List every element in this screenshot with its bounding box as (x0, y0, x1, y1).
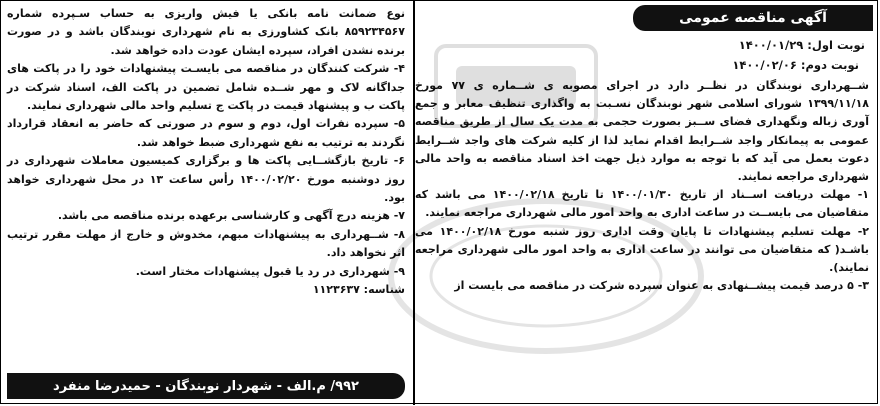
notice-dates (411, 35, 865, 75)
notice-item-5: ۵- سپرده نفرات اول، دوم و سوم در صورتی که حاضر به انعقاد قرارداد نگردند به ترتیب به نفع شهرداری ضبط خواهد شد. (7, 117, 405, 149)
notice-footer: ۹۹۲/ م.الف - شهردار نوبندگان - حمیدرضا منفرد (7, 373, 405, 399)
notice-item-4: ۴- شرکت کنندگان در مناقصه می بایسـت پیشنهادات خود را در پاکت های جداگانه لاک و مهر شــده شامل تضمین در پاکت الف، اسناد شرکت در پاکت ب و پیشنهاد قیمت در پاکت ج تسلیم واحد مالی شهرداری نمایند. (7, 62, 405, 113)
notice-item-9: ۹- شهرداری در رد یا قبول پیشنهادات مختار است. (135, 264, 405, 278)
notice-identifier: شناسه: ۱۱۲۳۶۳۷ (312, 283, 405, 297)
notice-left-body (7, 5, 405, 300)
notice-item-6: ۶- تاریخ بازگشــایی پاکت ها و برگزاری کمیسیون معاملات شهرداری در روز دوشنبه مورخ ۱۴۰۰/۰۲/۲۰ رأس ساعت ۱۳ در محل شهرداری خواهد بود. (7, 154, 405, 205)
notice-item-3: ۳- ۵ درصد قیمت پیشــنهادی به عنوان سپرده شرکت در مناقصه می بایست از (454, 279, 869, 293)
notice-item-1: ۱- مهلت دریافت اســناد از تاریخ ۱۴۰۰/۰۱/۳۰ تا تاریخ ۱۴۰۰/۰۲/۱۸ می باشد که متقاضیان می بایســت در ساعت اداری به واحد امور مالی شهرداری مراجعه نمایند. (415, 188, 869, 220)
second-round-date: نوبت دوم: ۱۴۰۰/۰۲/۰۶ (732, 58, 859, 72)
notice-body (415, 77, 869, 295)
notice-intro: شــهرداری نوبندگان در نظــر دارد در اجرای مصوبه ی شــماره ی ۷۷ مورخ ۱۳۹۹/۱۱/۱۸ شورای اسلامی شهر نوبندگان نسـبت به واگذاری تنظیف معابر و جمع آوری زباله ونگهداری فضای ســبز بصورت حجمی به مدت یک سال از طریق مناقصه عمومی به پیمانکار واجد شــرایط اقدام نماید لذا از کلیه شرکت های واجد شــرایط دعوت بعمل می آید که با توجه به موارد ذیل جهت اخذ اسناد مناقصه به واحد مالی شهرداری مراجعه نمایند. (415, 79, 869, 184)
notice-left-column (1, 1, 411, 405)
first-round-date: نوبت اول: ۱۴۰۰/۰۱/۲۹ (738, 38, 865, 52)
guarantee-text: نوع ضمانت نامه بانکی یا فیش واریزی به حساب سـپرده شماره ۸۵۹۲۳۴۵۶۷ بانک کشاورزی به نام شهرداری نوبندگان باشد و در صورت برنده نشدن افراد، سپرده ایشان عودت داده خواهد شد. (7, 7, 405, 57)
notice-item-2: ۲- مهلت تسلیم پیشنهادات تا پایان وقت اداری روز شنبه مورخ ۱۴۰۰/۰۲/۱۸ می باشـد( که متقاضیان می توانند در ساعت اداری به واحد امور مالی شهرداری مراجعه نمایند). (415, 224, 869, 275)
column-divider (413, 1, 415, 405)
notice-item-8: ۸- شــهرداری به پیشنهادات مبهم، مخدوش و خارج از مهلت مقرر ترتیب اثر نخواهد داد. (7, 227, 405, 260)
notice-right-column (411, 1, 873, 405)
notice-title: آگهی مناقصه عمومی (633, 5, 873, 31)
notice-item-7: ۷- هزینه درج آگهی و کارشناسی برعهده برنده مناقصه می باشد. (57, 209, 405, 223)
